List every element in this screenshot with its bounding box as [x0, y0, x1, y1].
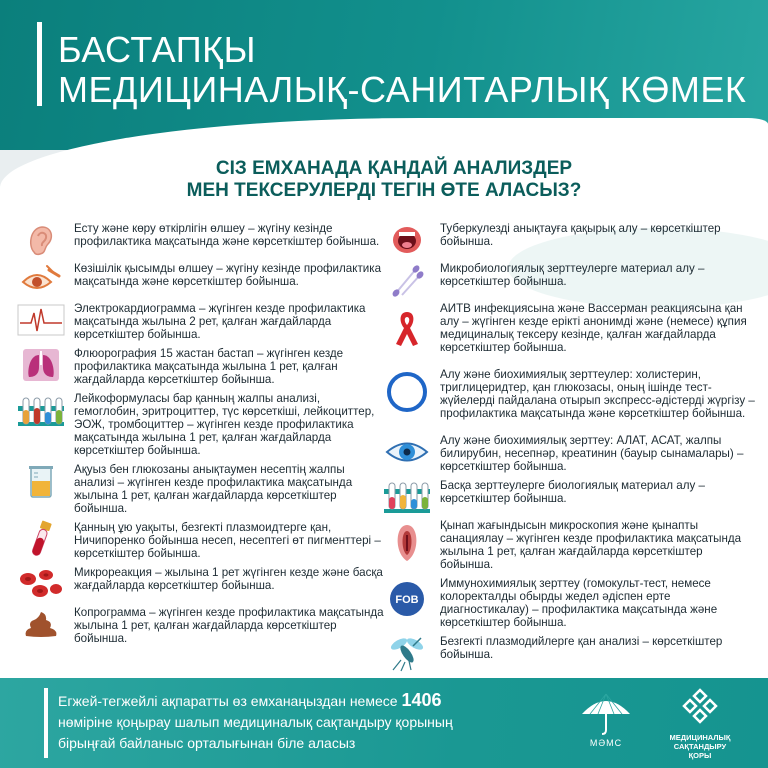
lungs-icon [16, 347, 66, 383]
list-item [382, 635, 757, 669]
left-services-list [16, 222, 386, 651]
footer-text-before: Егжей-тегжейлі ақпаратты өз емханаңыздан немесе [58, 693, 398, 709]
item-text: Қынап жағындысын микроскопия және қынапты санациялау – жүгінген кезде профилактика мақсатында жылына 1 рет, қалған жағдайларда көрсеткіштер бойынша. [440, 519, 742, 571]
item-text: Микрореакция – жылына 1 рет жүгінген кезде және басқа жағдайларда көрсеткіштер бойынша. [74, 566, 383, 592]
footer-banner [0, 678, 768, 768]
test-tubes-icon [16, 392, 66, 428]
list-item [16, 262, 386, 296]
item-text: Лейкоформуласы бар қанның жалпы анализі, гемоглобин, эритроциттер, түс көрсеткіші, лейкоциттер, ЭОЖ, тромбоциттер – жүгінген кезде профилактика мақсатында жылына 1 рет, қалған жағдайларда көрсеткіштер бойынша. [74, 392, 375, 457]
swabs-icon [382, 262, 432, 298]
item-text: Микробиологиялық зерттеулерге материал алу – көрсеткіштер бойынша. [440, 262, 705, 288]
title-line-1: БАСТАПҚЫ [58, 29, 256, 70]
fund-logo-text [660, 733, 740, 760]
test-rack-icon [382, 479, 432, 515]
item-text: Флюорография 15 жастан бастап – жүгінген кезде профилактика мақсатында жылына 1 рет, қалған жағдайларда көрсеткіштер бойынша. [74, 347, 344, 386]
ecg-icon [16, 302, 66, 338]
header-accent-bar [37, 22, 42, 106]
item-text: Алу және биохимиялық зерттеулер: холистерин, триглицеридтер, қан глюкозасы, оның ішінде тест-жүйелерді пайдалана отырып экспресс-әдістерді жүргізу – профилактика мақсатында және көрсеткіштер бойынша. [440, 368, 755, 420]
item-text: Безгекті плазмодийлерге қан анализі – көрсеткіштер бойынша. [440, 635, 723, 661]
red-cells-icon [16, 566, 66, 602]
item-text: АИТВ инфекциясына және Вассерман реакциясына қан алу – жүгінген кезде ерікті анонимді және (немесе) құпия медициналық тексеру кезінде, қалған жағдайларда көрсеткіштер бойынша. [440, 302, 747, 354]
mosquito-icon [382, 635, 432, 671]
list-item [16, 566, 386, 600]
item-text: Копрограмма – жүгінген кезде профилактика мақсатында жылына 1 рет, қалған жағдайларда көрсеткіштер бойынша. [74, 606, 384, 645]
ring-icon [382, 374, 432, 410]
question-line-2: МЕН ТЕКСЕРУЛЕРДІ ТЕГІН ӨТЕ АЛАСЫЗ? [186, 180, 582, 201]
page-title [58, 30, 746, 110]
list-item [382, 302, 757, 362]
fob-icon [382, 581, 432, 617]
blood-tube-icon [16, 521, 66, 557]
item-text: Электрокардиограмма – жүгінген кезде профилактика мақсатында жылына 2 рет, қалған жағдайларда көрсеткіштер бойынша. [74, 302, 366, 341]
fund-emblem-icon [680, 686, 720, 726]
list-item [382, 479, 757, 513]
list-item [382, 434, 757, 473]
list-item [16, 347, 386, 386]
mouth-icon [382, 222, 432, 258]
right-services-list [382, 222, 757, 675]
list-item [16, 302, 386, 341]
fob-badge-text: FOB [395, 594, 419, 606]
item-text: Есту және көру өткірлігін өлшеу – жүгіну кезінде профилактика мақсатында және көрсеткіштер бойынша. [74, 222, 380, 248]
list-item [16, 463, 386, 515]
list-item [16, 392, 386, 457]
umbrella-icon [576, 690, 636, 738]
stool-icon [16, 606, 66, 642]
item-text: Туберкулезді анықтауға қақырық алу – көрсеткіштер бойынша. [440, 222, 721, 248]
item-text: Ақуыз бен глюкозаны анықтаумен несептің жалпы анализі – жүгінген кезде профилактика мақсатында жылына 1 рет, қалған жағдайларда көрсеткіштер бойынша. [74, 463, 353, 515]
footer-phone-number: 1406 [401, 690, 442, 710]
list-item [382, 577, 757, 629]
list-item [16, 606, 386, 645]
list-item [382, 222, 757, 256]
cervix-icon [382, 525, 432, 561]
footer-info [58, 690, 488, 754]
item-text: Басқа зерттеулерге биологиялық материал алу – көрсеткіштер бойынша. [440, 479, 705, 505]
footer-accent-bar [44, 688, 48, 758]
question-heading [0, 158, 768, 202]
mams-logo [576, 690, 636, 760]
list-item [16, 222, 386, 256]
question-line-1: СІЗ ЕМХАНАДА ҚАНДАЙ АНАЛИЗДЕР [215, 158, 573, 179]
list-item [16, 521, 386, 560]
ribbon-icon [382, 310, 432, 346]
insurance-fund-logo [660, 686, 740, 764]
ear-icon [16, 222, 66, 258]
item-text: Көзішілік қысымды өлшеу – жүгіну кезінде профилактика мақсатында және көрсеткіштер бойынша. [74, 262, 382, 288]
item-text: Иммунохимиялық зерттеу (гомокульт-тест, немесе колоректалды обырды жедел әдіспен ерте диагностикалау) – профилактика мақсатында және көрсеткіштер бойынша. [440, 577, 718, 629]
list-item [382, 262, 757, 296]
eye-pressure-icon [16, 262, 66, 298]
fund-logo-line-2: САҚТАНДЫРУ [673, 742, 727, 751]
fund-logo-line-1: МЕДИЦИНАЛЫҚ [669, 733, 731, 742]
item-text: Алу және биохимиялық зерттеу: АЛАТ, АСАТ, жалпы билирубин, несепнәр, креатинин (бауыр сынамалары) – көрсеткіштер бойынша. [440, 434, 744, 473]
list-item [382, 368, 757, 428]
footer-text-after: нөміріне қоңырау шалып медициналық сақтандыру қорының бірыңғай байланыс орталығынан біле аласыз [58, 714, 453, 751]
mams-logo-text: МӘМС [589, 738, 623, 748]
beaker-icon [16, 463, 66, 499]
title-line-2: МЕДИЦИНАЛЫҚ-САНИТАРЛЫҚ КӨМЕК [58, 69, 747, 110]
list-item [382, 519, 757, 571]
eye-icon [382, 434, 432, 470]
fund-logo-line-3: ҚОРЫ [688, 751, 712, 760]
item-text: Қанның ұю уақыты, безгекті плазмоидтерге қан, Ничипоренко бойынша несеп, несептегі өт пигменттері – көрсеткіштер бойынша. [74, 521, 381, 560]
